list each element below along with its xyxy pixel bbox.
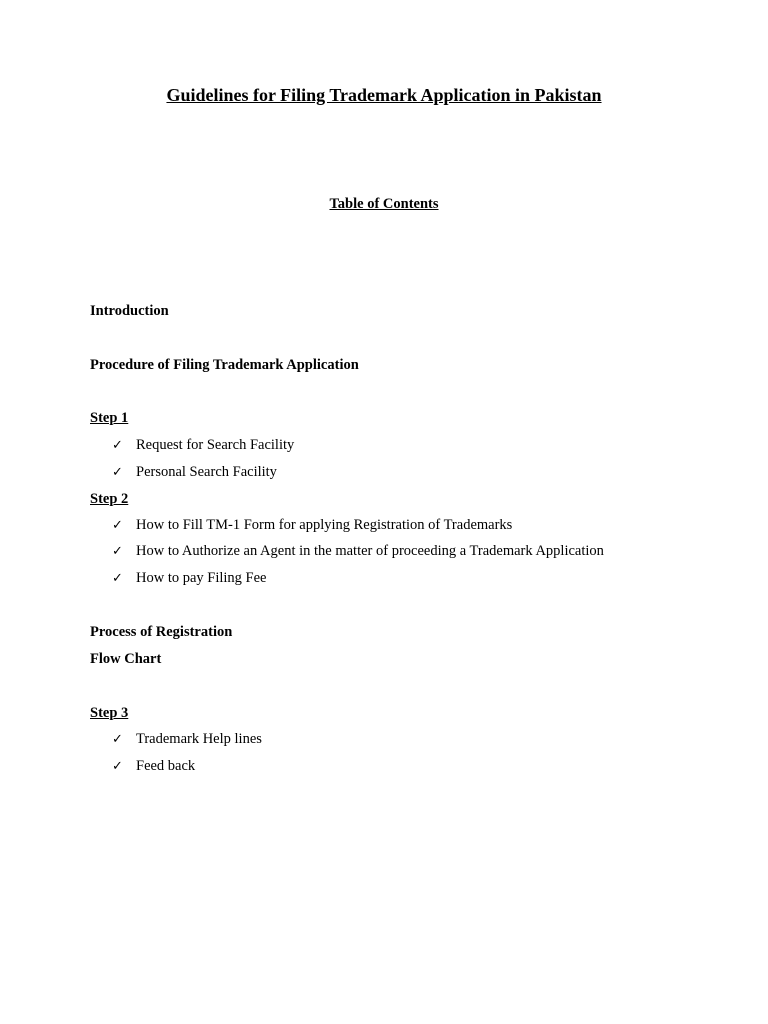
checkmark-icon: ✓ xyxy=(112,571,123,586)
list-item xyxy=(112,436,294,454)
list-item xyxy=(112,516,512,534)
checkmark-icon: ✓ xyxy=(112,544,123,559)
step-2-heading: Step 2 xyxy=(90,491,129,507)
step-3-heading: Step 3 xyxy=(90,705,129,721)
list-item-text: Trademark Help lines xyxy=(136,731,262,747)
checkmark-icon: ✓ xyxy=(112,759,123,774)
list-item-text: How to Authorize an Agent in the matter of proceeding a Trademark Application xyxy=(136,543,604,559)
checkmark-icon: ✓ xyxy=(112,732,123,747)
list-item-text: Personal Search Facility xyxy=(136,464,277,480)
step-1-heading: Step 1 xyxy=(90,410,129,426)
toc-heading: Table of Contents xyxy=(329,196,439,212)
list-item xyxy=(112,730,262,748)
section-procedure: Procedure of Filing Trademark Application xyxy=(90,357,359,373)
list-item xyxy=(112,569,267,587)
section-process: Process of Registration xyxy=(90,624,233,640)
list-item xyxy=(112,757,195,775)
section-flow-chart: Flow Chart xyxy=(90,651,162,667)
section-introduction: Introduction xyxy=(90,303,169,319)
list-item-text: How to Fill TM-1 Form for applying Registration of Trademarks xyxy=(136,517,513,533)
list-item xyxy=(112,463,277,481)
list-item xyxy=(112,542,604,560)
list-item-text: How to pay Filing Fee xyxy=(136,570,267,586)
list-item-text: Request for Search Facility xyxy=(136,437,295,453)
list-item-text: Feed back xyxy=(136,758,196,774)
checkmark-icon: ✓ xyxy=(112,438,123,453)
checkmark-icon: ✓ xyxy=(112,518,123,533)
checkmark-icon: ✓ xyxy=(112,465,123,480)
document-title: Guidelines for Filing Trademark Application in Pakistan xyxy=(166,85,602,105)
